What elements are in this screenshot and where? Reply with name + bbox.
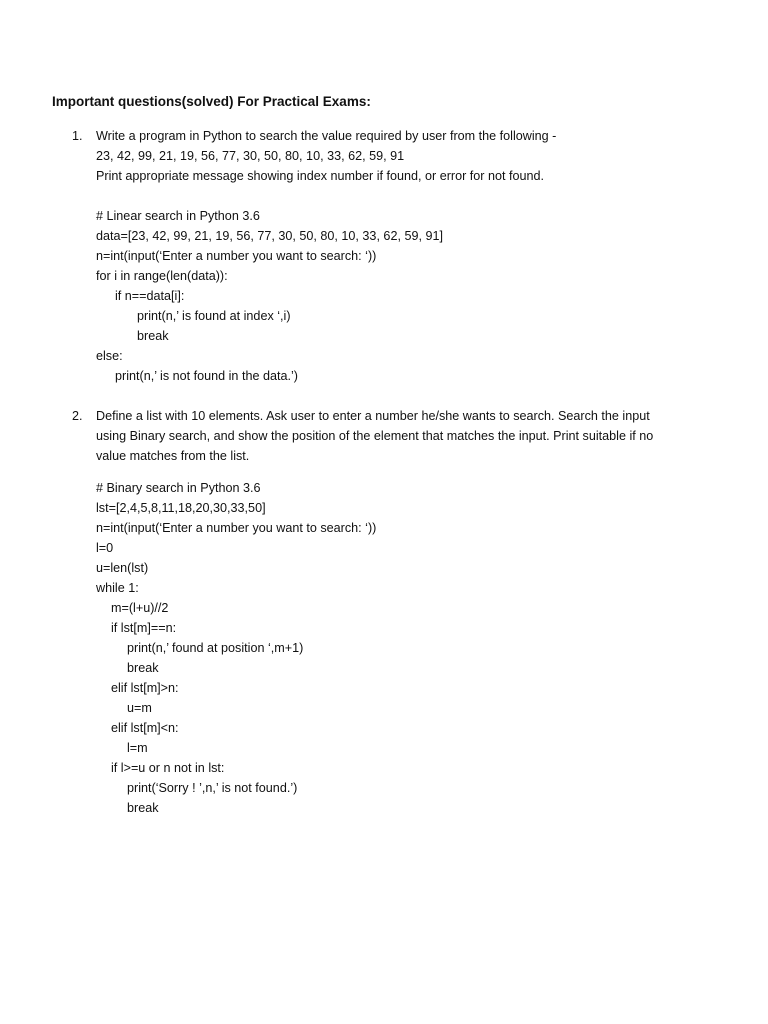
- code-line: if l>=u or n not in lst:: [111, 761, 225, 775]
- question-1-prompt-line-1: Write a program in Python to search the value required by user from the following -: [96, 129, 557, 143]
- question-1-prompt-line-3: Print appropriate message showing index number if found, or error for not found.: [96, 169, 545, 183]
- code-line: lst=[2,4,5,8,11,18,20,30,33,50]: [96, 501, 266, 515]
- code-line: n=int(input(‘Enter a number you want to search: ‘)): [96, 521, 377, 535]
- code-line: u=m: [127, 701, 152, 715]
- code-line: print(n,’ found at position ‘,m+1): [127, 641, 304, 655]
- code-line: print(n,’ is found at index ‘,i): [137, 309, 291, 323]
- code-line: m=(l+u)//2: [111, 601, 169, 615]
- code-line: print(‘Sorry ! ’,n,’ is not found.’): [127, 781, 298, 795]
- code-line: data=[23, 42, 99, 21, 19, 56, 77, 30, 50, 80, 10, 33, 62, 59, 91]: [96, 229, 443, 243]
- code-line: elif lst[m]<n:: [111, 721, 179, 735]
- question-1-number: 1.: [72, 129, 83, 143]
- question-2-prompt-line-1: Define a list with 10 elements. Ask user to enter a number he/she wants to search. Search the input: [96, 409, 650, 423]
- question-1-prompt-line-2: 23, 42, 99, 21, 19, 56, 77, 30, 50, 80, 10, 33, 62, 59, 91: [96, 149, 405, 163]
- code-line: elif lst[m]>n:: [111, 681, 179, 695]
- code-line: n=int(input(‘Enter a number you want to search: ‘)): [96, 249, 377, 263]
- question-2-prompt-line-2: using Binary search, and show the position of the element that matches the input. Print suitable if no: [96, 429, 654, 443]
- code-line: l=0: [96, 541, 114, 555]
- code-line: # Binary search in Python 3.6: [96, 481, 261, 495]
- code-line: break: [137, 329, 169, 343]
- code-line: if n==data[i]:: [115, 289, 185, 303]
- code-line: u=len(lst): [96, 561, 149, 575]
- code-line: while 1:: [96, 581, 139, 595]
- code-line: for i in range(len(data)):: [96, 269, 228, 283]
- question-2-prompt-line-3: value matches from the list.: [96, 449, 250, 463]
- code-line: break: [127, 801, 159, 815]
- code-line: else:: [96, 349, 123, 363]
- code-line: break: [127, 661, 159, 675]
- code-line: # Linear search in Python 3.6: [96, 209, 260, 223]
- code-line: if lst[m]==n:: [111, 621, 177, 635]
- code-line: l=m: [127, 741, 148, 755]
- document-title: Important questions(solved) For Practical Exams:: [52, 94, 371, 109]
- question-2-number: 2.: [72, 409, 83, 423]
- code-line: print(n,’ is not found in the data.’): [115, 369, 298, 383]
